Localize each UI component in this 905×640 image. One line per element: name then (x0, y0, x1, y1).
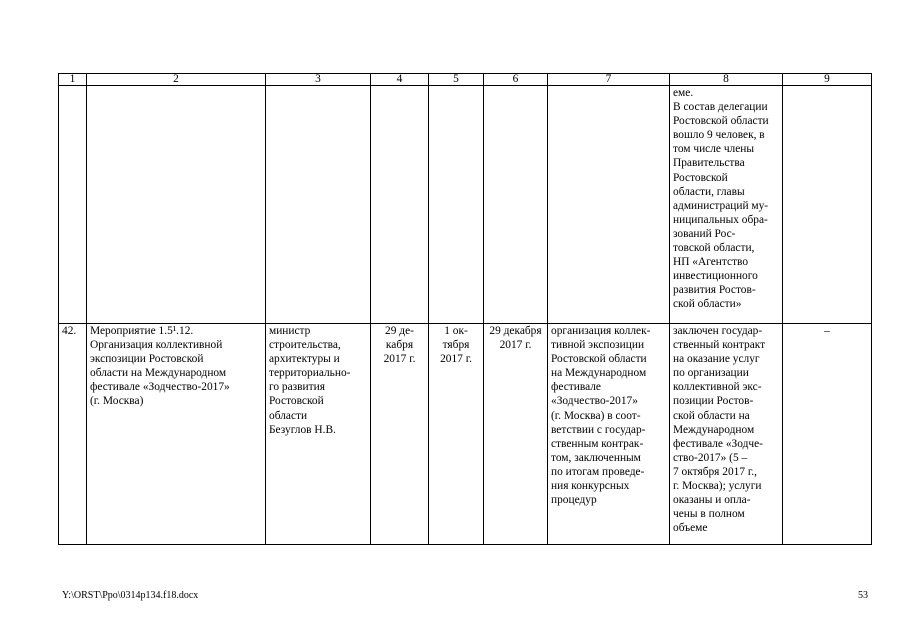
text-line: (г. Москва) в соот- (551, 409, 641, 422)
text-line: В состав делегации (673, 101, 768, 114)
text-line: фестивале (551, 381, 601, 394)
text-line: области (269, 409, 308, 422)
text-line: зований Рос- (673, 227, 736, 240)
column-number: 6 (484, 74, 548, 86)
text-line: кабря (385, 339, 414, 352)
text-line: области на Международном (90, 367, 227, 380)
text-line: тивной экспозиции (551, 339, 645, 352)
expected-result-cell (548, 324, 670, 545)
column-number: 3 (266, 74, 371, 86)
column-number: 5 (429, 74, 484, 86)
responsible-cell (266, 86, 371, 324)
text-line: фестивале «Зодчество-2017» (90, 381, 230, 394)
text-line: Безуглов Н.В. (269, 423, 336, 436)
column-number: 2 (87, 74, 266, 86)
text-line: вошло 9 человек, в (673, 129, 765, 142)
text-line: Ростовской области (673, 115, 769, 128)
text-line: 2017 г. (499, 339, 532, 352)
text-line: архитектуры и (269, 353, 340, 366)
text-line: на оказание услуг (673, 353, 760, 366)
text-line: на Международном (551, 367, 647, 380)
text-line: позиции Ростов- (673, 395, 754, 408)
text-line: организация коллек- (551, 325, 651, 337)
text-line: тября (442, 339, 470, 352)
start-date-cell (429, 324, 484, 545)
text-line: г. Москва); услуги (673, 480, 762, 493)
text-line: товской области, (673, 242, 755, 255)
event-cell (87, 86, 266, 324)
text-line: ственный контракт (673, 339, 766, 352)
planned-date-cell (371, 86, 429, 324)
text-line: том числе члены (673, 143, 755, 156)
text-line: 7 октября 2017 г., (673, 465, 757, 478)
text-line: НП «Агентство (673, 256, 749, 269)
text-line: по итогам проведе- (551, 465, 645, 478)
column-number: 4 (371, 74, 429, 86)
text-line: ветствии с государ- (551, 423, 646, 436)
column-number: 8 (670, 74, 783, 86)
text-line: ской области на (673, 409, 750, 422)
expected-result-cell (548, 86, 670, 324)
file-path-footer: Y:\ORST\Ppo\0314p134.f18.docx (62, 590, 199, 601)
text-line: чены в полном (673, 508, 745, 521)
event-cell (87, 324, 266, 545)
text-line: еме. (673, 87, 694, 99)
measures-table (58, 73, 872, 545)
text-line: по организации (673, 367, 749, 380)
text-line: Организация коллективной (90, 339, 223, 352)
text-line: области, главы (673, 185, 745, 198)
actual-result-cell (670, 86, 783, 324)
text-line: 1 ок- (444, 325, 468, 337)
note-cell (783, 86, 872, 324)
text-line: ственным контрак- (551, 437, 644, 450)
table-row-continuation (59, 86, 872, 324)
text-line: 2017 г. (383, 353, 416, 366)
text-line: го развития (269, 381, 325, 394)
text-line: фестивале «Зодче- (673, 437, 763, 450)
text-line: заключен государ- (673, 325, 763, 337)
end-date-cell (484, 86, 548, 324)
text-line: Ростовской (269, 395, 324, 408)
text-line: ниципальных обра- (673, 213, 768, 226)
text-line: ство-2017» (5 – (673, 451, 748, 464)
text-line: Правительства (673, 157, 745, 170)
responsible-cell (266, 324, 371, 545)
column-number: 1 (59, 74, 87, 86)
text-line: коллективной экс- (673, 381, 762, 394)
page-number: 53 (858, 590, 868, 601)
text-line: Ростовской (673, 171, 728, 184)
text-line: объеме (673, 522, 708, 535)
text-line: 2017 г. (440, 353, 472, 366)
text-line: территориально- (269, 367, 351, 380)
row-number-cell: 42. (59, 324, 87, 545)
text-line: инвестиционного (673, 270, 758, 283)
text-line: министр (269, 325, 311, 337)
text-line: строительства, (269, 339, 341, 352)
column-number: 9 (783, 74, 872, 86)
start-date-cell (429, 86, 484, 324)
text-line: развития Ростов- (673, 284, 756, 297)
text-line: том, заключенным (551, 451, 641, 464)
text-line: Международном (673, 423, 755, 436)
text-line: ния конкурсных (551, 480, 630, 493)
note-cell: – (783, 324, 872, 545)
column-number-row (59, 74, 872, 86)
text-line: 29 декабря (489, 325, 542, 337)
text-line: «Зодчество-2017» (551, 395, 638, 408)
text-line: администраций му- (673, 199, 769, 212)
planned-date-cell (371, 324, 429, 545)
text-line: Мероприятие 1.5¹.12. (90, 325, 194, 337)
text-line: экспозиции Ростовской (90, 353, 204, 366)
text-line: (г. Москва) (90, 395, 144, 408)
text-line: 29 де- (385, 325, 414, 337)
text-line: Ростовской области (551, 353, 647, 366)
row-number-cell (59, 86, 87, 324)
table-row-42 (59, 324, 872, 545)
column-number: 7 (548, 74, 670, 86)
text-line: процедур (551, 494, 597, 507)
text-line: оказаны и опла- (673, 494, 751, 507)
text-line: ской области» (673, 298, 742, 311)
actual-result-cell (670, 324, 783, 545)
end-date-cell (484, 324, 548, 545)
